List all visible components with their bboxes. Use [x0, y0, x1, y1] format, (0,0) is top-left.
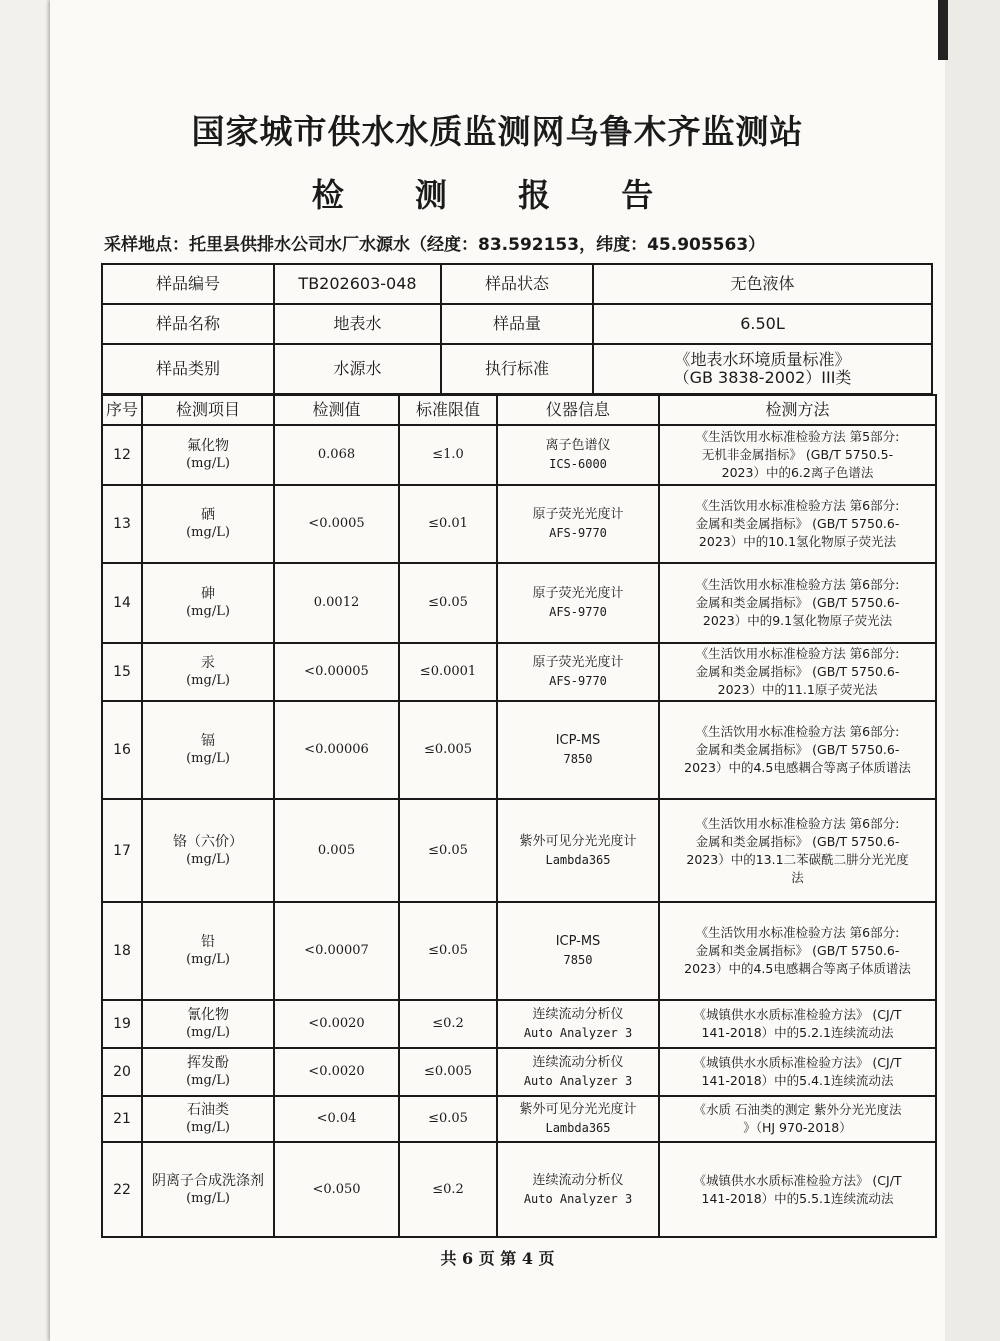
- instrument-model: Auto Analyzer 3: [523, 1191, 633, 1206]
- method-line: 2023）中的10.1氢化物原子荧光法: [698, 534, 897, 549]
- item-name: 氟化物: [187, 438, 229, 454]
- label-sample-no: 样品编号: [102, 264, 274, 304]
- method-line: 《生活饮用水标准检验方法 第6部分:: [695, 925, 900, 940]
- row-limit: ≤0.05: [399, 563, 497, 643]
- row-value: <0.00007: [274, 902, 399, 1000]
- item-unit: (mg/L): [186, 673, 230, 688]
- instrument-name: 紫外可见分光光度计: [519, 1102, 637, 1117]
- method-line: 《城镇供水水质标准检验方法》 (CJ/T: [693, 1007, 902, 1022]
- row-limit: ≤1.0: [399, 425, 497, 485]
- row-item: [142, 563, 274, 643]
- instrument-name: 原子荧光光度计: [532, 507, 624, 522]
- report-title: 国家城市供水水质监测网乌鲁木齐监测站: [191, 112, 804, 151]
- table-row: [102, 799, 936, 902]
- table-row: [102, 485, 936, 563]
- standard-line-2: （GB 3838-2002）III类: [673, 368, 852, 387]
- row-instrument: [497, 563, 659, 643]
- header-value: 检测值: [274, 395, 399, 425]
- instrument-name: 原子荧光光度计: [532, 655, 624, 670]
- method-line: 《城镇供水水质标准检验方法》 (CJ/T: [693, 1055, 902, 1070]
- header-instrument: 仪器信息: [497, 395, 659, 425]
- table-row: [102, 425, 936, 485]
- method-line: 2023）中的6.2离子色谱法: [721, 465, 874, 480]
- row-item: [142, 1096, 274, 1142]
- instrument-name: 原子荧光光度计: [532, 586, 624, 601]
- standard-line-1: 《地表水环境质量标准》: [674, 350, 851, 369]
- row-method: [659, 485, 936, 563]
- row-instrument: [497, 485, 659, 563]
- table-row: [102, 643, 936, 701]
- row-method: [659, 701, 936, 799]
- table-row: [102, 1096, 936, 1142]
- row-no: 21: [102, 1096, 142, 1142]
- item-unit: (mg/L): [186, 604, 230, 619]
- row-limit: ≤0.005: [399, 1048, 497, 1096]
- item-name: 硒: [201, 507, 215, 523]
- sampling-location: 采样地点：托里县供排水公司水厂水源水（经度：83.592153，纬度：45.905563）: [104, 235, 766, 255]
- row-value: <0.0020: [274, 1048, 399, 1096]
- row-method: [659, 563, 936, 643]
- label-standard: 执行标准: [441, 344, 593, 394]
- row-item: [142, 1000, 274, 1048]
- instrument-name: 连续流动分析仪: [532, 1172, 624, 1188]
- header-item: 检测项目: [142, 395, 274, 425]
- item-unit: (mg/L): [186, 751, 230, 766]
- row-item: [142, 485, 274, 563]
- report-subtitle: 检 测 报 告: [311, 176, 684, 214]
- method-line: 141-2018）中的5.4.1连续流动法: [701, 1073, 894, 1088]
- label-sample-amount: 样品量: [441, 304, 593, 344]
- row-limit: ≤0.0001: [399, 643, 497, 701]
- header-limit: 标准限值: [399, 395, 497, 425]
- row-limit: ≤0.05: [399, 1096, 497, 1142]
- row-value: <0.00005: [274, 643, 399, 701]
- row-item: [142, 425, 274, 485]
- item-unit: (mg/L): [186, 456, 230, 471]
- instrument-name: 连续流动分析仪: [532, 1055, 624, 1070]
- table-row: [102, 1048, 936, 1096]
- header-method: 检测方法: [659, 395, 936, 425]
- item-name: 铬（六价）: [173, 833, 243, 850]
- method-line: 141-2018）中的5.5.1连续流动法: [701, 1190, 894, 1206]
- item-unit: (mg/L): [186, 1073, 230, 1088]
- method-line: 《生活饮用水标准检验方法 第6部分:: [695, 815, 900, 831]
- instrument-model: AFS-9770: [549, 605, 607, 619]
- value-sample-name: 地表水: [274, 304, 441, 344]
- row-no: 12: [102, 425, 142, 485]
- row-method: [659, 1048, 936, 1096]
- label-sample-state: 样品状态: [441, 264, 593, 304]
- method-line: 金属和类金属指标》 (GB/T 5750.6-: [695, 516, 900, 531]
- instrument-name: ICP-MS: [555, 934, 601, 949]
- method-line: 金属和类金属指标》 (GB/T 5750.6-: [695, 595, 900, 610]
- instrument-model: Auto Analyzer 3: [523, 1074, 633, 1088]
- instrument-name: 连续流动分析仪: [532, 1007, 624, 1022]
- row-method: [659, 799, 936, 902]
- item-unit: (mg/L): [186, 1025, 230, 1040]
- method-line: 2023）中的13.1二苯碳酰二肼分光光度: [686, 851, 909, 867]
- method-line: 141-2018）中的5.2.1连续流动法: [701, 1025, 894, 1040]
- header-no: 序号: [102, 395, 142, 425]
- value-sample-type: 水源水: [274, 344, 441, 394]
- method-line: 《城镇供水水质标准检验方法》 (CJ/T: [693, 1172, 902, 1188]
- row-no: 22: [102, 1142, 142, 1237]
- row-limit: ≤0.2: [399, 1000, 497, 1048]
- row-method: [659, 1142, 936, 1237]
- method-line: 《生活饮用水标准检验方法 第6部分:: [695, 724, 900, 739]
- row-method: [659, 643, 936, 701]
- item-unit: (mg/L): [186, 851, 230, 867]
- row-instrument: [497, 1096, 659, 1142]
- table-row: [102, 1142, 936, 1237]
- row-limit: ≤0.005: [399, 701, 497, 799]
- row-limit: ≤0.05: [399, 902, 497, 1000]
- row-no: 18: [102, 902, 142, 1000]
- row-item: [142, 643, 274, 701]
- item-unit: (mg/L): [186, 1120, 230, 1135]
- item-unit: (mg/L): [186, 952, 230, 967]
- item-name: 阴离子合成洗涤剂: [152, 1172, 264, 1189]
- sample-info-table: [101, 263, 933, 395]
- method-line: 《生活饮用水标准检验方法 第6部分:: [695, 577, 900, 592]
- method-line: 《生活饮用水标准检验方法 第6部分:: [695, 646, 900, 661]
- method-line: 2023）中的11.1原子荧光法: [717, 682, 878, 697]
- method-line: 《生活饮用水标准检验方法 第6部分:: [695, 498, 900, 513]
- row-value: <0.0020: [274, 1000, 399, 1048]
- method-line: 金属和类金属指标》 (GB/T 5750.6-: [695, 742, 900, 757]
- label-sample-type: 样品类别: [102, 344, 274, 394]
- instrument-model: Lambda365: [545, 1121, 611, 1135]
- method-line: 法: [791, 869, 804, 885]
- row-value: 0.0012: [274, 563, 399, 643]
- row-item: [142, 799, 274, 902]
- value-sample-no: TB202603-048: [274, 264, 441, 304]
- method-line: 2023）中的9.1氢化物原子荧光法: [702, 613, 893, 628]
- item-name: 砷: [201, 586, 215, 602]
- method-line: 金属和类金属指标》 (GB/T 5750.6-: [695, 943, 900, 958]
- method-line: 无机非金属指标》 (GB/T 5750.5-: [701, 447, 894, 462]
- item-unit: (mg/L): [186, 525, 230, 540]
- method-line: 《水质 石油类的测定 紫外分光光度法: [693, 1102, 902, 1117]
- instrument-name: 紫外可见分光光度计: [519, 833, 637, 849]
- results-body: [102, 425, 936, 1237]
- row-value: <0.050: [274, 1142, 399, 1237]
- row-no: 17: [102, 799, 142, 902]
- row-method: [659, 1096, 936, 1142]
- row-item: [142, 1048, 274, 1096]
- value-sample-state: 无色液体: [593, 264, 932, 304]
- row-instrument: [497, 902, 659, 1000]
- row-no: 20: [102, 1048, 142, 1096]
- row-no: 19: [102, 1000, 142, 1048]
- page-edge-mark: [938, 0, 948, 60]
- table-row: [102, 701, 936, 799]
- row-limit: ≤0.01: [399, 485, 497, 563]
- row-instrument: [497, 1142, 659, 1237]
- instrument-model: ICS-6000: [549, 457, 607, 471]
- instrument-model: 7850: [563, 953, 593, 967]
- method-line: 2023）中的4.5电感耦合等离子体质谱法: [684, 760, 911, 775]
- instrument-model: 7850: [563, 752, 593, 766]
- row-instrument: [497, 425, 659, 485]
- row-item: [142, 701, 274, 799]
- row-item: [142, 902, 274, 1000]
- row-item: [142, 1142, 274, 1237]
- page-edge: [945, 0, 1000, 1341]
- instrument-model: AFS-9770: [549, 526, 607, 540]
- table-row: [102, 1000, 936, 1048]
- page-number: 共 6 页 第 4 页: [440, 1249, 555, 1268]
- method-line: 2023）中的4.5电感耦合等离子体质谱法: [684, 961, 911, 976]
- item-unit: (mg/L): [186, 1190, 230, 1206]
- item-name: 铅: [201, 934, 215, 950]
- row-instrument: [497, 701, 659, 799]
- instrument-name: ICP-MS: [555, 733, 601, 748]
- item-name: 汞: [201, 655, 215, 671]
- row-method: [659, 1000, 936, 1048]
- item-name: 氰化物: [187, 1007, 229, 1023]
- instrument-model: Auto Analyzer 3: [523, 1026, 633, 1040]
- row-no: 14: [102, 563, 142, 643]
- row-method: [659, 902, 936, 1000]
- method-line: 》（HJ 970-2018）: [743, 1120, 852, 1135]
- test-results-table: [101, 394, 937, 1238]
- row-instrument: [497, 799, 659, 902]
- row-instrument: [497, 1000, 659, 1048]
- value-sample-amount: 6.50L: [593, 304, 932, 344]
- label-sample-name: 样品名称: [102, 304, 274, 344]
- row-instrument: [497, 1048, 659, 1096]
- row-limit: ≤0.05: [399, 799, 497, 902]
- value-standard: [593, 344, 932, 394]
- row-value: <0.0005: [274, 485, 399, 563]
- row-value: 0.068: [274, 425, 399, 485]
- table-row: [102, 902, 936, 1000]
- method-line: 金属和类金属指标》 (GB/T 5750.6-: [695, 833, 900, 849]
- row-no: 15: [102, 643, 142, 701]
- row-no: 16: [102, 701, 142, 799]
- method-line: 金属和类金属指标》 (GB/T 5750.6-: [695, 664, 900, 679]
- item-name: 镉: [201, 733, 215, 749]
- method-line: 《生活饮用水标准检验方法 第5部分:: [695, 429, 900, 444]
- row-method: [659, 425, 936, 485]
- row-value: <0.04: [274, 1096, 399, 1142]
- row-value: 0.005: [274, 799, 399, 902]
- row-limit: ≤0.2: [399, 1142, 497, 1237]
- item-name: 石油类: [187, 1102, 229, 1118]
- row-no: 13: [102, 485, 142, 563]
- instrument-model: Lambda365: [545, 852, 611, 867]
- row-value: <0.00006: [274, 701, 399, 799]
- item-name: 挥发酚: [187, 1055, 229, 1071]
- instrument-model: AFS-9770: [549, 674, 607, 688]
- row-instrument: [497, 643, 659, 701]
- table-row: [102, 563, 936, 643]
- instrument-name: 离子色谱仪: [545, 438, 611, 453]
